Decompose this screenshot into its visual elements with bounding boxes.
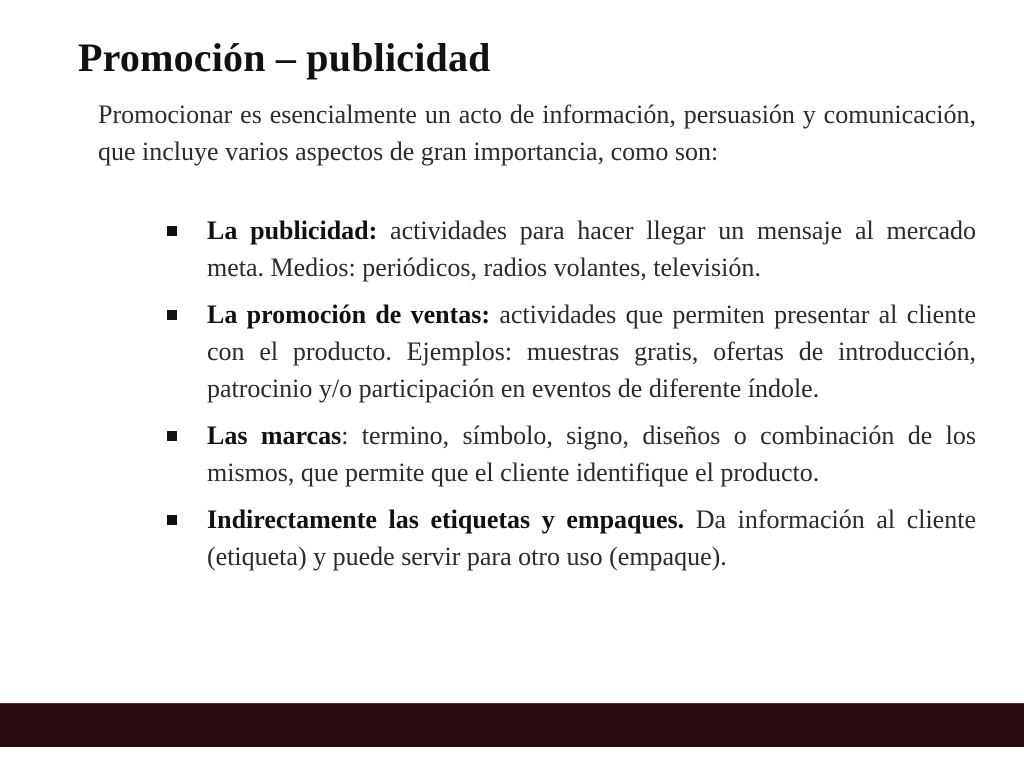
bullet-text: Da información al cliente (etiqueta) y puede servir para otro uso (empaque).: [207, 505, 976, 571]
bullet-term: La publicidad:: [207, 216, 378, 245]
bullet-text: actividades para hacer llegar un mensaje al mercado meta. Medios: periódicos, radios volantes, televisión.: [207, 216, 976, 282]
bullet-item-publicidad: [165, 212, 976, 286]
bullet-item-etiquetas-empaques: [165, 501, 976, 575]
intro-paragraph: Promocionar es esencialmente un acto de información, persuasión y comunicación, que incluye varios aspectos de gran importancia, como son:: [98, 100, 976, 166]
square-bullet-icon: [167, 310, 177, 320]
bullet-text: actividades que permiten presentar al cliente con el producto. Ejemplos: muestras gratis, ofertas de introducción, patrocinio y/o participación en eventos de diferente índole.: [207, 300, 976, 403]
bullet-term: Las marcas: [207, 421, 342, 450]
square-bullet-icon: [167, 226, 177, 236]
bullet-term: Indirectamente las etiquetas y empaques.: [207, 505, 685, 534]
square-bullet-icon: [167, 515, 177, 525]
bullet-text: : termino, símbolo, signo, diseños o combinación de los mismos, que permite que el cliente identifique el producto.: [207, 421, 976, 487]
slide-title: Promoción – publicidad: [78, 35, 491, 80]
bullet-item-promocion-ventas: [165, 296, 976, 407]
footer-bar: [0, 703, 1024, 747]
bullet-term: La promoción de ventas:: [207, 300, 491, 329]
bullet-list: [165, 212, 976, 585]
bullet-item-marcas: [165, 417, 976, 491]
square-bullet-icon: [167, 431, 177, 441]
